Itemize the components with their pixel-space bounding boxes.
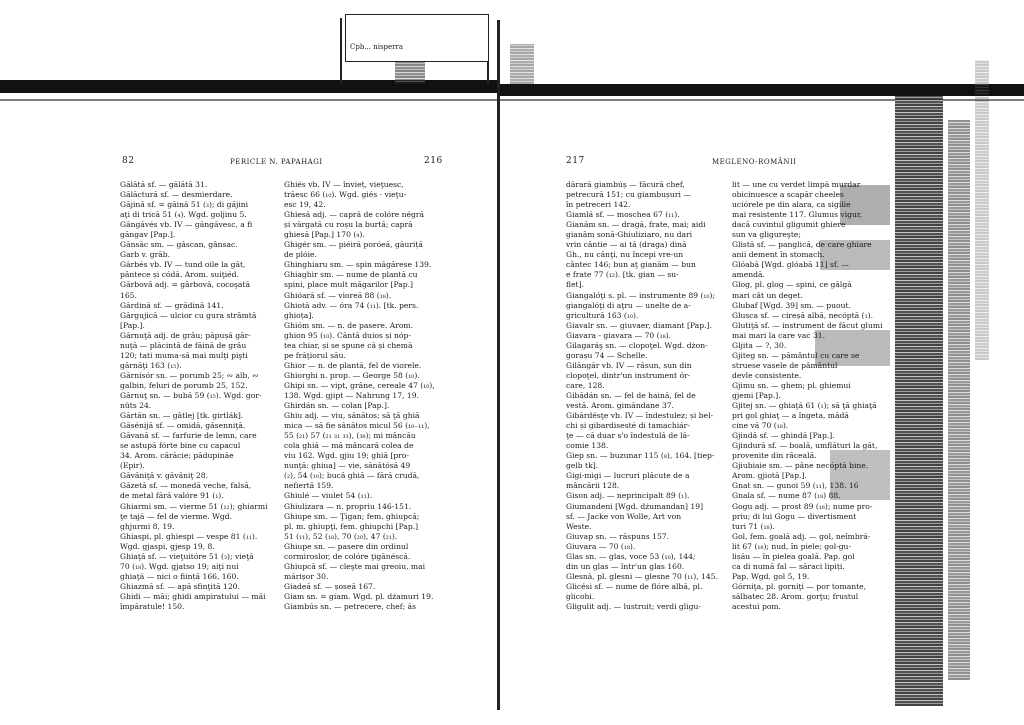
dictionary-line: obicinuesce a scapăr cheeles (732, 190, 844, 200)
left-running-head: PERICLE N. PAPAHAGI (230, 158, 323, 166)
dictionary-line: spini, place mult măgarilor [Pap.] (284, 280, 414, 290)
dictionary-line: Ghidi — măi; ghidi ampiratului — măi (120, 591, 266, 601)
dictionary-line: Glas sn. — glas, voce 53 (₁₀), 144; (566, 551, 696, 561)
dictionary-line: Giadeă sf. — șoseă 167. (284, 581, 376, 591)
dictionary-line: [Pap.]. (120, 320, 145, 330)
dictionary-line: lit — une cu verdet limpă murdar (732, 180, 861, 189)
dictionary-line: sălbatec 28. Arom. gorţu; frustul (732, 591, 859, 601)
dictionary-line: Gilagaráş sn. — clopoţel. Wgd. dżon- (566, 340, 708, 350)
dictionary-line: priu; di lui Gogu — divertisment (732, 511, 857, 521)
dictionary-line: lișău — în pielea goală. Pap. gol (732, 551, 855, 561)
dictionary-line: Ghinghiaru sm. — spin măgărese 139. (284, 260, 432, 270)
dictionary-line: mari cât un deget. (732, 290, 803, 300)
dictionary-line: Giumandeni [Wgd. dżumandan] 19] (566, 501, 704, 511)
dictionary-line: 34. Arom. cărăcie; pădupinăe (120, 451, 234, 461)
dictionary-line: Glog, pl. glog — spini, ce gălgă (732, 280, 852, 290)
dictionary-line: gjemi [Pap.]. (732, 390, 781, 400)
dictionary-line: 120; tati muma-să mai mulţi pişti (120, 350, 248, 360)
dictionary-line: ghiesă [Pap.] 170 (₄). (284, 230, 365, 240)
scan-noise-top-right (510, 44, 534, 84)
dictionary-line: Găsénijă sf. — omidă, găsenniţă. (120, 421, 246, 431)
dictionary-line: 70 (₁₈). Wgd. gjatso 19; aiţi nui (120, 561, 239, 571)
dictionary-line: mai mari la care vac 31. (732, 330, 826, 340)
dictionary-line: nunţă: ghiua] — vie, sănătósă 49 (284, 461, 411, 471)
dictionary-line: Gărgujică — ulcior cu gura strâmtă (120, 310, 257, 320)
dictionary-line: Gărnisór sn. — porumb 25; ∾ alb, ∾ (120, 370, 259, 380)
dictionary-line: Gogu adj. — prost 89 (₁₆); nume pro- (732, 501, 873, 511)
dictionary-line: Gărdină sf. — grădină 141. (120, 300, 224, 310)
dictionary-line: viu 162. Wgd. gjiu 19; ghiă [pro- (284, 451, 409, 461)
dictionary-line: pri gol ghiaţ — a îngeta, mădă (732, 411, 849, 421)
dictionary-line: Weste. (566, 521, 592, 531)
dictionary-line: pântece și códă. Arom. suiţiéd. (120, 270, 239, 280)
dictionary-line: Giuvara — 70 (₁₈). (566, 541, 636, 551)
dictionary-line: Gligulit adj. — lustruit; verdi gligu- (566, 601, 701, 611)
dictionary-line: Găngăvés vb. IV — găngăvesc, a fi (120, 220, 253, 230)
paper-tab-label: Cpb... nisperra (350, 43, 404, 51)
dictionary-line: cola ghiă — mă mâncară colea de (284, 441, 414, 451)
dictionary-line: Gjindă sf. — ghindă [Pap.]. (732, 431, 835, 441)
dictionary-line: pe frăţiorul său. (284, 350, 346, 360)
dictionary-line: ghiaţă — nici o ființă 166, 160. (120, 571, 239, 581)
dictionary-line: Glicési sf. — nume de flóre albă, pl. (566, 581, 703, 591)
dictionary-line: de metal fără valóre 91 (₁). (120, 491, 224, 501)
scan-noise-right-edge (895, 96, 943, 706)
dictionary-line: Ghipi sn. — vipt, grâne, cereale 47 (₁₀), (284, 380, 435, 390)
dictionary-line: Ghiotă adv. — óra 74 (₁₁). [tk. pers. (284, 300, 419, 310)
dictionary-line: Gjitej sn. — ghiaţă 61 (₁); să ţă ghiaţă (732, 401, 877, 411)
dictionary-line: cântec 146; bun aţ gianăm — bun (566, 260, 696, 270)
dictionary-line: Ghiupe sn. — pasere din ordinul (284, 541, 409, 551)
dictionary-line: amendă. (732, 270, 765, 280)
ink-smear-3 (815, 330, 890, 366)
dictionary-line: uciórele pe din alara, ca sigilie (732, 200, 851, 210)
dictionary-line: ghioța]. (284, 310, 314, 320)
dictionary-line: Arom. gjiotă [Pap.]. (732, 471, 807, 481)
dictionary-line: Giep sn. — buzunar 115 (₈), 164. [tiep- (566, 451, 715, 461)
dictionary-line: Gol, fem. goală adj. — gol, neîmbră- (732, 531, 871, 541)
dictionary-line: dărară giambúș — făcură chef, (566, 180, 685, 189)
dictionary-line: din un glas — într'un glas 160. (566, 561, 685, 571)
dictionary-line: Ghiaspi, pl. ghiespi — vespe 81 (₁₁). (120, 531, 258, 541)
dictionary-line: ghion 95 (₁₀). Căntă duios și nóp- (284, 330, 411, 340)
dictionary-line: Ghirdán sn. — colan [Pap.]. (284, 401, 390, 411)
dictionary-line: cine vă 70 (₁₈). (732, 421, 789, 431)
scan-noise-right-edge-2 (948, 120, 970, 680)
dictionary-line: Glesnă, pl. glesni — glesne 70 (₁₁), 145. (566, 571, 718, 581)
dictionary-line: Ghiulizara — n. propriu 146-151. (284, 501, 412, 511)
dictionary-line: Gănsăc sm. — gâscan, gânsac. (120, 240, 238, 250)
dictionary-line: dacă cuvintul gligumit ghiere (732, 220, 846, 230)
dictionary-line: Giambús sn. — petrecere, chef; ăs (284, 601, 416, 611)
dictionary-line: vestă. Arom. gimăndane 37. (566, 401, 674, 411)
dictionary-line: Giamlă sf. — moschea 67 (₁₁). (566, 210, 680, 220)
dictionary-line: Găvăniţă v. găvăniţ 28. (120, 471, 209, 481)
book-spine-line (497, 20, 500, 710)
dictionary-line: trăesc 66 (₁₀). Wgd. giés · vieţu- (284, 190, 407, 200)
dictionary-line: Ghiaţă sf. — vieţuitóre 51 (₃); vieţă (120, 551, 254, 561)
dictionary-line: Gh., nu cânţi, nu începi vre-un (566, 250, 684, 260)
dictionary-line: sun va gligureşte; (732, 230, 801, 240)
dictionary-line: clopoţel, dintr'un instrument ór- (566, 370, 691, 380)
dictionary-line: Gnat sn. — gunoi 59 (₁₁), 138. 16 (732, 481, 859, 491)
dictionary-line: devle consistente. (732, 370, 802, 380)
dictionary-line: nüts 24. (120, 401, 152, 411)
ink-smear-2 (820, 240, 890, 270)
dictionary-line: (₂), 54 (₁₀); bucă ghiă — fără crudă, (284, 471, 420, 481)
dictionary-line: pl. m. ghiupţi, fem. ghiupchi [Pap.] (284, 521, 419, 531)
dictionary-line: 165. (120, 290, 137, 300)
dictionary-line: Ghiorghi n. prop. — George 58 (₁₀). (284, 370, 420, 380)
dictionary-line: Ghiu adj. — viu, sănătos; să ţă ghiă (284, 411, 420, 421)
dictionary-line: Ghiupe sm. — Ţigan; fem. ghiupcă; (284, 511, 420, 521)
dictionary-line: Glóabă [Wgd. glóabă 11] sf. — (732, 260, 849, 270)
dictionary-line: Gnala sf. — nume 87 (₁₈) 88. (732, 491, 841, 501)
dictionary-line: (Epir). (120, 461, 145, 471)
dictionary-line: gianăm sonă-Ghiuliziaro, nu dari (566, 230, 693, 240)
dictionary-line: Gison adj. — neprincipalt 89 (₁). (566, 491, 690, 501)
dictionary-line: Pap. Wgd. gol 5, 19. (732, 571, 810, 581)
dictionary-line: Ghiés vb. IV — învieț, vieţuesc, (284, 180, 404, 189)
dictionary-line: Ghiarmi sm. — vierme 51 (₁₂); ghiarmi (120, 501, 268, 511)
dictionary-line: Gjimu sn. — ghem; pl. ghiemui (732, 380, 851, 390)
dictionary-line: mâncării 128. (566, 481, 620, 491)
dictionary-line: Gibărdésţe vb. IV — îndestulez; și bel- (566, 411, 714, 421)
dictionary-line: Gălătă sf. — gălătă 31. (120, 180, 208, 189)
dictionary-line: Glubaf [Wgd. 39] sm. — puout. (732, 300, 851, 310)
dictionary-line: Gărbovă adj. = gârbovă, cocoşată (120, 280, 250, 290)
dictionary-line: giangalóţi di aţru — unelte de a- (566, 300, 691, 310)
scanner-band-thin (0, 99, 1024, 101)
dictionary-line: Gigi-migi — lucruri plăcute de a (566, 471, 690, 481)
dictionary-line: nefiertă 159. (284, 481, 334, 491)
scanner-band-right (500, 84, 1024, 96)
dictionary-line: esc 19, 42. (284, 200, 326, 210)
dictionary-line: tea chiar, și se spune că și chemă (284, 340, 413, 350)
dictionary-line: Gjindură sf. — boală, umflături la găt, (732, 441, 878, 451)
dictionary-line: Ghióară sf. — vioreă 88 (₁₈). (284, 290, 392, 300)
dictionary-line: Glutiţă sf. — instrument de făcut glumi (732, 320, 883, 330)
dictionary-line: nuţă — plăcintă de făină de grâu (120, 340, 247, 350)
dictionary-line: Gibădán sn. — fel de haină, fel de (566, 390, 696, 400)
dictionary-line: lit 67 (₁₈); nud, în piele; gol-gu- (732, 541, 852, 551)
dictionary-line: mai resistente 117. Glumus vigur, (732, 210, 863, 220)
dictionary-line: Ghior — n. de plantă, fel de viorele. (284, 360, 422, 370)
dictionary-line: se astupă fórte bine cu capacul (120, 441, 241, 451)
dictionary-line: mica — să fie sănătos micul 56 (₁₀₋₁₁), (284, 421, 430, 431)
left-edge-line (340, 18, 342, 84)
dictionary-line: glicohi. (566, 591, 595, 601)
dictionary-line: gărnăţi 163 (₁₅). (120, 360, 182, 370)
ink-smear-4 (830, 450, 890, 500)
dictionary-line: Gilăngăr vb. IV — răsun, sun din (566, 360, 692, 370)
scanner-band-left (0, 80, 500, 93)
dictionary-line: Giavara - giavara — 70 (₁₈). (566, 330, 672, 340)
dictionary-line: 51 (₁₁), 52 (₁₈), 70 (₂₀), 47 (₂₁). (284, 531, 398, 541)
dictionary-line: flet]. (566, 280, 584, 290)
dictionary-line: găngav [Pap.]. (120, 230, 176, 240)
dictionary-line: împăratule! 150. (120, 601, 185, 611)
dictionary-line: Ghióm sm. — n. de pasere. Arom. (284, 320, 414, 330)
left-page-number-right: 216 (424, 156, 443, 166)
ink-smear-1 (840, 185, 890, 225)
dictionary-line: de plóie. (284, 250, 317, 260)
right-page-column-1 (566, 180, 726, 630)
dictionary-line: Gljita — ?, 30. (732, 340, 787, 350)
dictionary-line: Glistă sf. — panglică, de care ghiare (732, 240, 872, 250)
dictionary-line: sf. — Jacke von Wolle, Art von (566, 511, 682, 521)
dictionary-line: provenite din răceală. (732, 451, 817, 461)
dictionary-line: Gjiubiaie sm. — pâne necóptă bine. (732, 461, 869, 471)
dictionary-line: ţe tajă — fel de vierme. Wgd. (120, 511, 233, 521)
dictionary-line: Giavalr sn. — giuvaer, diamant [Pap.]. (566, 320, 712, 330)
dictionary-line: galbin, feluri de porumb 25, 152. (120, 380, 248, 390)
dictionary-line: Găzetă sf. — monedă veche, falsă, (120, 481, 252, 491)
dictionary-line: Giuvap sn. — răspuns 157. (566, 531, 670, 541)
dictionary-line: Gărnuţă adj. de grâu; păpușă găr- (120, 330, 251, 340)
dictionary-line: Ghiaghir sm. — nume de plantă cu (284, 270, 418, 280)
dictionary-line: Gălăctură sf. — desmierdare. (120, 190, 233, 200)
dictionary-line: Găvană sf. — farfurie de lemn, care (120, 431, 257, 441)
left-page-number: 82 (122, 156, 135, 166)
scan-noise-far-right (975, 60, 989, 360)
dictionary-line: cormiroslor, de colóre ţigănéscă. (284, 551, 411, 561)
dictionary-line: gricultură 163 (₁₀). (566, 310, 639, 320)
dictionary-line: aţi di trică 51 (₄). Wgd. goljinu 5. (120, 210, 247, 220)
left-page-column-2 (284, 180, 456, 630)
dictionary-line: e frate 77 (₁₂). [tk. gian — su- (566, 270, 679, 280)
dictionary-line: petrecură 151; cu giambușuri — (566, 190, 691, 200)
dictionary-line: Gianăm sn. — dragă, frate, mai; aidi (566, 220, 706, 230)
dictionary-line: Górniţa, pl. gorniţi — por tomante, (732, 581, 867, 591)
dictionary-line: care, 128. (566, 380, 605, 390)
dictionary-line: Gărtăn sn. — gâtlej [tk. girtlák]. (120, 411, 244, 421)
dictionary-line: Wgd. gjaspi, gjesp 19, 8. (120, 541, 215, 551)
dictionary-line: gelb tk]. (566, 461, 599, 471)
dictionary-line: Glusca sf. — cireșă albă, necóptă (₁). (732, 310, 874, 320)
paper-tab (345, 14, 489, 62)
dictionary-line: anii dement în stomach. (732, 250, 825, 260)
dictionary-line: gorașu 74 — Schelle. (566, 350, 648, 360)
dictionary-line: 55 (₂₁) 57 (₂₁ ₃₁ ₃₃), (₃₈); mi mâncău (284, 431, 416, 441)
dictionary-line: mărișor 30. (284, 571, 329, 581)
dictionary-line: și vărgată cu roșu la burtă; capră (284, 220, 413, 230)
dictionary-line: Gjiteg sn. — pământul cu care se (732, 350, 860, 360)
dictionary-line: Ghiazmă sf. — apă sfinţită 120. (120, 581, 240, 591)
right-page-number: 217 (566, 156, 585, 166)
dictionary-line: chi și gibardisesté di tamachiár- (566, 421, 690, 431)
dictionary-line: Giam sn. = giam. Wgd. pl. dżamuri 19. (284, 591, 434, 601)
dictionary-line: turi 71 (₁₈). (732, 521, 775, 531)
dictionary-line: Garb v. grăb. (120, 250, 171, 260)
dictionary-line: ca di numă fal — săraci lipiți. (732, 561, 845, 571)
dictionary-line: Ghiulé — viulet 54 (₁₁). (284, 491, 373, 501)
dictionary-line: în petreceri 142. (566, 200, 631, 210)
dictionary-line: acestui pom. (732, 601, 782, 611)
dictionary-line: Ghiupcă sf. — cleşte mai greoiu, mai (284, 561, 426, 571)
dictionary-line: ghjurmi 8, 19. (120, 521, 175, 531)
dictionary-line: Ghigér sm. — piéiră poróeă, găuriță (284, 240, 423, 250)
dictionary-line: ţe — că duar s'o îndestulă de lă- (566, 431, 690, 441)
dictionary-line: 138. Wgd. gjipt — Nahrung 17, 19. (284, 390, 419, 400)
dictionary-line: Ghiesă adj. — capră de colóre négră (284, 210, 425, 220)
right-running-head: MEGLENO-ROMÂNII (712, 158, 797, 166)
dictionary-line: comie 138. (566, 441, 609, 451)
left-page-column-1 (120, 180, 278, 630)
dictionary-line: struese vasele de pâmântul (732, 360, 838, 370)
dictionary-line: Giangalóţi s. pl. — instrumente 89 (₁₀); (566, 290, 716, 300)
dictionary-line: vrin cântie — ai tă (draga) dină (566, 240, 687, 250)
dictionary-line: Gărnuţ sn. — bubă 59 (₁₅). Wgd. gor- (120, 390, 262, 400)
dictionary-line: Găjină sf. = găină 51 (₃); di găjini (120, 200, 249, 210)
dictionary-line: Gărbés vb. IV — tund oile la găt, (120, 260, 246, 270)
